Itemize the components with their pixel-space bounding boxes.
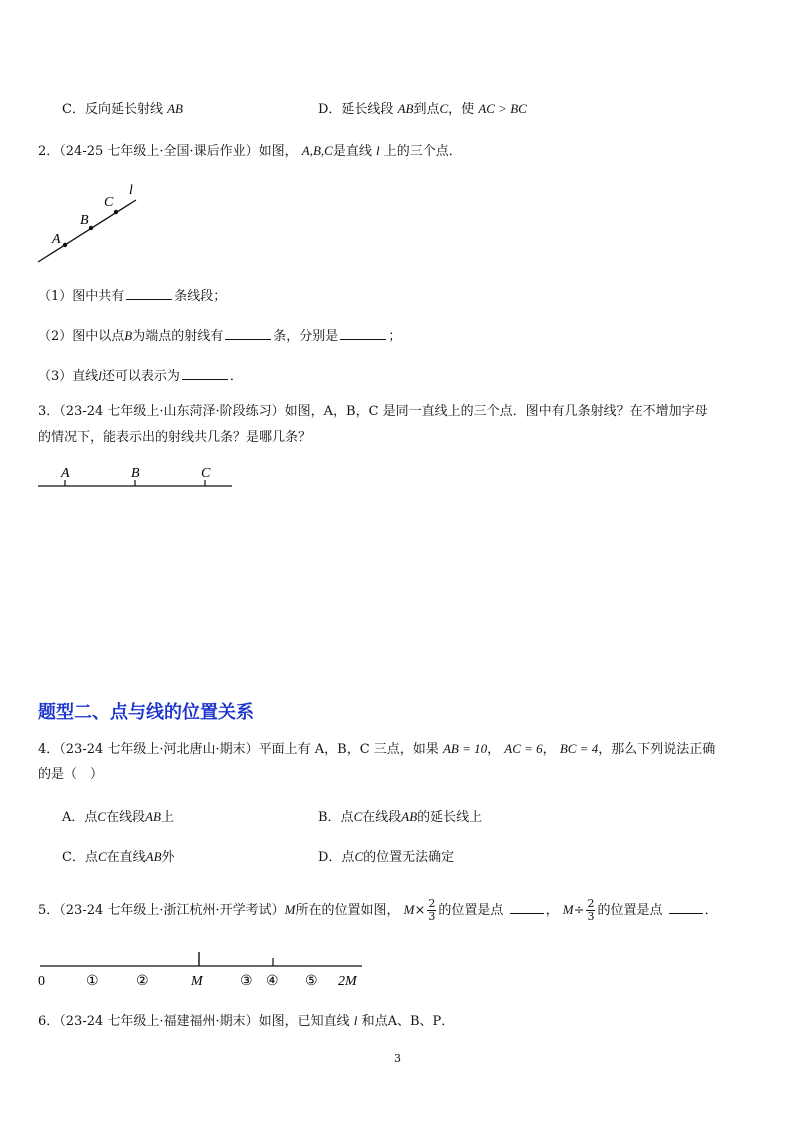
q1-option-d: D．延长线段 AB到点C，使 AC > BC [318,101,527,117]
q2-sub2-blank-rays[interactable] [340,326,386,340]
point-a-dot [63,243,67,247]
q5-label-1: ① [86,974,99,989]
q2-stem: 2．（24-25 七年级上·全国·课后作业）如图， A,B,C是直线 l 上的三个点． [38,143,462,159]
q2-line-figure [30,180,150,270]
q5-stem: 5．（23-24 七年级上·浙江杭州·开学考试）M所在的位置如图， M× $\frac{2}{3}$ 的位置是点 ， M÷ $\frac{2}{3}$ 的位置是点 ． [38,897,718,923]
q4-option-c[interactable]: C．点C在直线AB外 [62,849,175,865]
label-b: B [80,213,89,228]
q2-sub1: （1）图中共有 条线段； [38,286,226,306]
label-c: C [104,195,114,210]
line-l [38,200,136,262]
q2-sub2-blank-count[interactable] [225,326,271,340]
q3-label-a: A [61,466,70,481]
q4-option-d[interactable]: D．点C的位置无法确定 [318,849,455,865]
fraction-two-thirds: $\frac{2}{3}$ [428,897,436,923]
point-b-dot [89,226,93,230]
q4-stem-line2: 的是（ ） [38,767,104,782]
point-c-dot [114,210,118,214]
q2-sub1-blank[interactable] [126,286,172,300]
q4-stem-line1: 4．（23-24 七年级上·河北唐山·期末）平面上有 A，B，C 三点，如果 AB = 10， AC = 6， BC = 4，那么下列说法正确 [38,741,716,757]
q5-blank-1[interactable] [510,900,544,914]
q3-line-figure [34,462,238,494]
q2-sub2: （2）图中以点B为端点的射线有 条，分别是 ； [38,328,402,344]
page-number: 3 [394,1052,401,1065]
q3-label-c: C [201,466,211,481]
q2-sub3-blank[interactable] [182,366,228,380]
q2-sub3: （3）直线l还可以表示为 ． [38,368,243,384]
q5-label-m: M [191,974,203,989]
q5-label-2m: 2M [338,974,357,989]
label-a: A [52,232,61,247]
q5-number-line [30,948,370,992]
q3-stem-line2: 的情况下，能表示出的射线共几条？是哪几条？ [38,430,312,445]
q5-label-4: ④ [266,974,279,989]
q5-label-zero: 0 [38,974,45,989]
section-heading: 题型二、点与线的位置关系 [38,702,254,723]
q5-label-5: ⑤ [305,974,318,989]
q5-label-3: ③ [240,974,253,989]
q1-option-d-expression: AC > BC [478,101,527,116]
fraction-two-thirds-2: $\frac{2}{3}$ [587,897,595,923]
label-l: l [129,183,133,198]
q1-option-c: C．反向延长射线 AB [62,101,183,117]
q1-option-c-segment: AB [167,101,183,116]
q6-stem: 6．（23-24 七年级上·福建福州·期末）如图，已知直线 l 和点A、B、P． [38,1013,455,1029]
q4-option-b[interactable]: B．点C在线段AB的延长线上 [318,809,483,825]
q4-option-a[interactable]: A．点C在线段AB上 [62,809,174,825]
q5-label-2: ② [136,974,149,989]
q3-stem-line1: 3．（23-24 七年级上·山东菏泽·阶段练习）如图，A，B，C 是同一直线上的三个点．图中有几条射线？在不增加字母 [38,404,708,419]
q5-blank-2[interactable] [669,900,703,914]
q3-label-b: B [131,466,140,481]
